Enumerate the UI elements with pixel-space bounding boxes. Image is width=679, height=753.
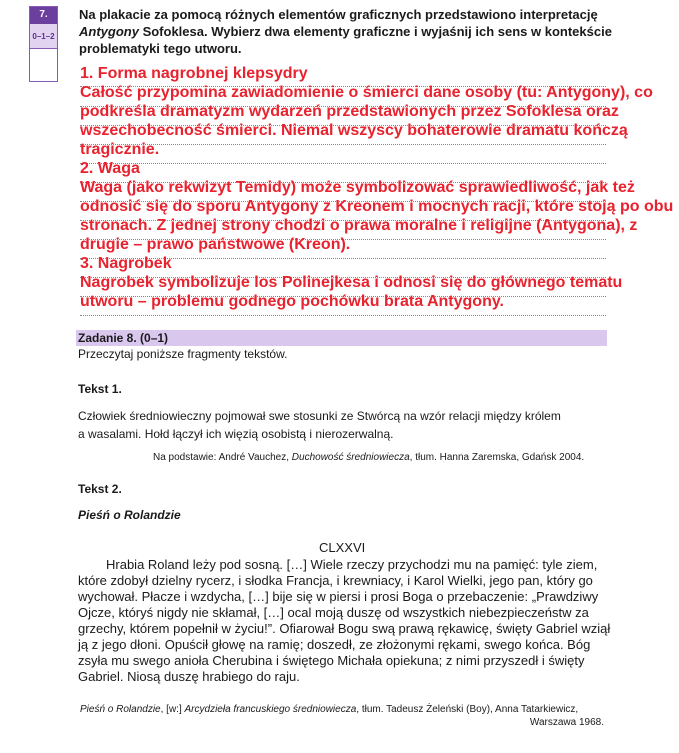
tekst2-source-line2: Warszawa 1968. [529, 717, 604, 728]
tekst1-heading: Tekst 1. [78, 382, 122, 396]
answer-line: Całość przypomina zawiadomienie o śmierci dane osoby (tu: Antygony), co [80, 84, 653, 101]
question-part3: problematyki tego utworu. [79, 41, 242, 56]
answer-line: odnosić się do sporu Antygony z Kreonem i mocnych racji, które stoją po obu [80, 198, 674, 215]
tekst2-line: wychował. Płacze i wzdycha, […] bije się w piersi i prosi Boga o przebaczenie: „Prawdziwy [78, 589, 599, 604]
question-title: Antygony [79, 24, 139, 39]
answer-line: wszechobecność śmierci. Niemal wszyscy bohaterowie dramatu kończą [80, 122, 628, 139]
answer-line: 3. Nagrobek [80, 255, 172, 272]
tekst2-title: Pieśń o Rolandzie [78, 508, 181, 522]
answer-line: Nagrobek symbolizuje los Polinejkesa i odnosi się do głównego tematu [80, 274, 623, 291]
question-text [79, 6, 639, 57]
task-number: 7. [30, 7, 57, 24]
tekst1-line: Człowiek średniowieczny pojmował swe stosunki ze Stwórcą na wzór relacji między królem [78, 409, 561, 423]
tekst2-line: które zdobył dzielny rycerz, i słodka Francja, i krewniacy, i Karol Wielki, jego pan, który go [78, 573, 593, 588]
source-title: Duchowość średniowiecza [291, 452, 410, 463]
question-part1: Na plakacie za pomocą różnych elementów graficznych przedstawiono interpretację [79, 7, 598, 22]
tekst2-heading: Tekst 2. [78, 482, 122, 496]
source-suffix: , tłum. Hanna Zaremska, Gdańsk 2004. [409, 452, 585, 463]
tekst2-line: Hrabia Roland leży pod sosną. […] Wiele rzeczy przychodzi mu na pamięć: tyle ziem, [106, 557, 598, 572]
task-header-bar [76, 330, 607, 346]
source-book: Arcydzieła francuskiego średniowiecza [184, 704, 357, 715]
answer-line: utworu – problemu godnego pochówku brata Antygony. [80, 293, 504, 310]
tekst2-line: zsyła mu swego anioła Cherubina i świętego Michała opiekuna; z nimi przyszedł i święty [78, 653, 585, 668]
tekst2-line: Ojcze, któryś nigdy nie skłamał, […] ocal moją duszę od wszystkich niebezpieczeństw za [78, 605, 589, 620]
answer-line: Waga (jako rekwizyt Temidy) może symbolizować sprawiedliwość, jak też [80, 179, 635, 196]
dotted-line [80, 315, 606, 316]
answer-line: tragicznie. [80, 141, 160, 158]
answer-line: drugie – prawo państwowe (Kreon). [80, 236, 351, 253]
answer-line: 2. Waga [80, 160, 140, 177]
tekst2-roman: CLXXVI [319, 540, 366, 555]
source-prefix: Na podstawie: André Vauchez, [153, 452, 292, 463]
answer-line: stronach. Z jednej strony chodzi o prawa moralne i religijne (Antygona), z [80, 217, 638, 234]
answer-line: 1. Forma nagrobnej klepsydry [80, 65, 308, 82]
source-title: Pieśń o Rolandzie [80, 704, 161, 715]
tekst1-source [153, 451, 584, 464]
task-number-box [29, 6, 58, 82]
answer-line: podkreśla dramatyzm wydarzeń przedstawionych przez Sofoklesa oraz [80, 103, 619, 120]
source-mid: , [w:] [160, 704, 185, 715]
tekst2-line: ją z jego dłoni. Opuścił głowę na ramię; doszedł, ze złożonymi rękami, swego końca. Bóg [78, 637, 591, 652]
tekst2-source [80, 703, 578, 716]
question-part2: Sofoklesa. Wybierz dwa elementy graficzne i wyjaśnij ich sens w kontekście [138, 24, 612, 39]
task-instruction: Przeczytaj poniższe fragmenty tekstów. [78, 347, 288, 361]
source-rest: , tłum. Tadeusz Żeleński (Boy), Anna Tatarkiewicz, [356, 704, 579, 715]
tekst2-line: Gabriel. Niosą duszę hrabiego do raju. [78, 669, 300, 684]
tekst2-line: grzechy, którem popełnił w życiu!”. Ofiarował Bogu swą prawą rękawicę, święty Gabriel wziął [78, 621, 611, 636]
task-points: 0–1–2 [30, 24, 57, 49]
task-header: Zadanie 8. (0–1) [78, 331, 169, 345]
tekst1-line: a wasalami. Hołd łączył ich więzią osobistą i nierozerwalną. [78, 427, 394, 441]
